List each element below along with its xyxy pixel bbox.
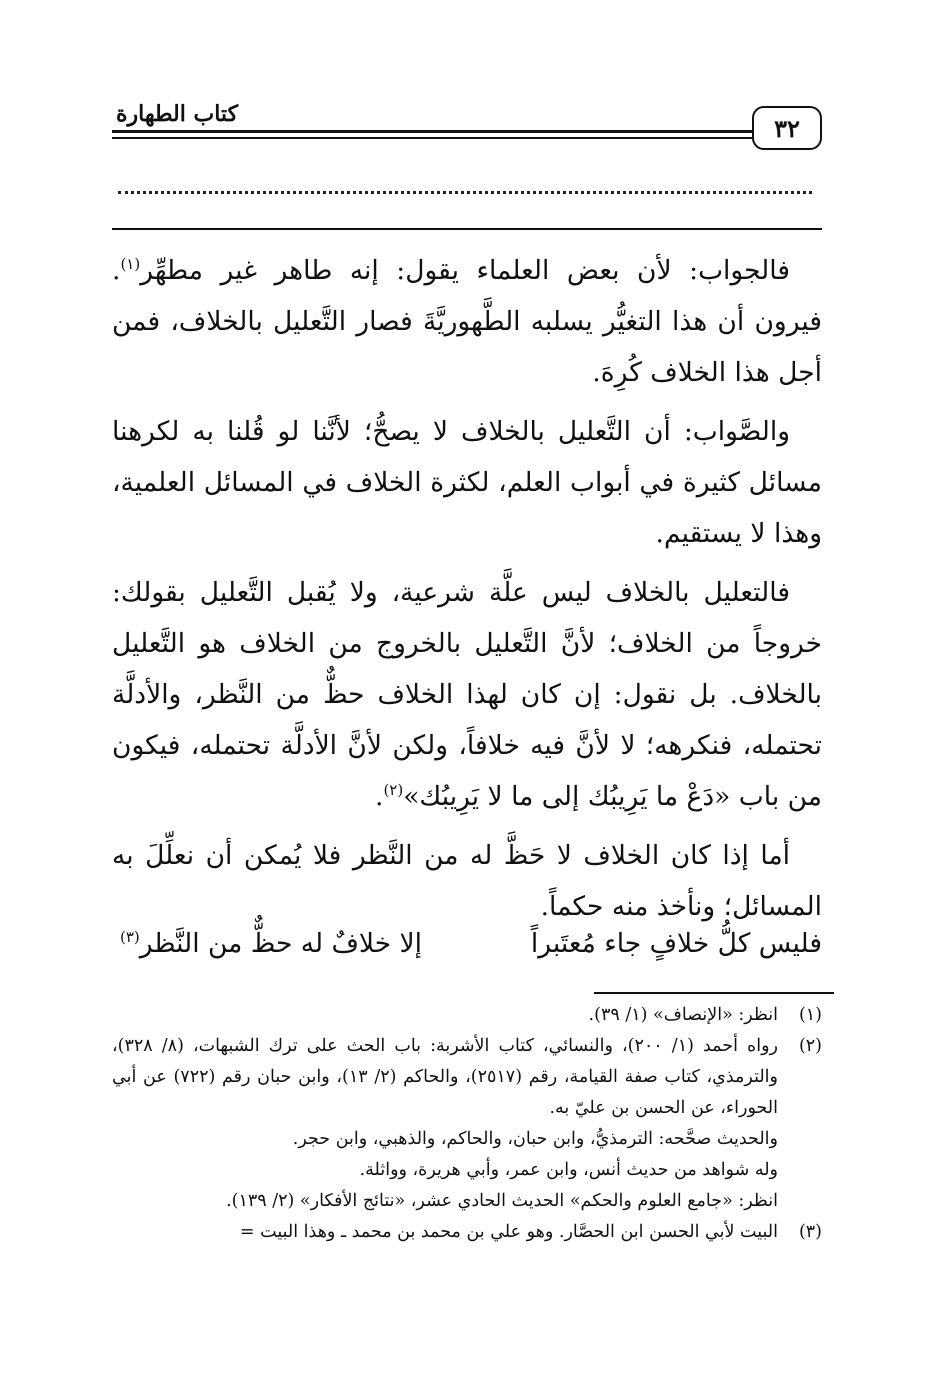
header-double-rule [112, 130, 822, 139]
footnote-number: (٢) [798, 1036, 822, 1056]
verse-second-hemistich: إلا خلافٌ له حظٌّ من النَّظر$^{(٣)}$ [120, 928, 423, 959]
paragraph-conclusion: أما إذا كان الخلاف لا حَظَّ له من النَّظر فلا يُمكن أن نعلِّلَ به المسائل؛ ونأخذ منه حكماً. [112, 840, 822, 922]
page-number-box [752, 106, 822, 150]
book-title: كتاب الطهارة [112, 100, 242, 128]
footnote-2-line: انظر: «جامع العلوم والحكم» الحديث الحادي عشر، «نتائج الأفكار» (٢/ ١٣٩). [226, 1191, 778, 1211]
poetry-verse [112, 918, 822, 970]
footnote-1 [112, 1000, 822, 1031]
footnote-number: (٣) [798, 1222, 822, 1242]
dotted-separator [118, 180, 812, 194]
footnote-ref-3[interactable]: (٣) [120, 928, 140, 947]
page-number: ٣٢ [774, 113, 800, 143]
page-header [112, 100, 822, 156]
footnote-separator [594, 992, 834, 994]
paragraph-answer: فالجواب: لأن بعض العلماء يقول: إنه طاهر غير مطهِّر$^{(١)}$. فيرون أن هذا التغيُّر يسلبه الطَّهوريَّةَ فصار التَّعليل بالخلاف، فمن أجل هذا الخلاف كُرِهَ. [112, 255, 822, 388]
footnotes [112, 1000, 822, 1248]
text-top-rule [112, 228, 822, 230]
footnote-text: رواه أحمد (١/ ٢٠٠)، والنسائي، كتاب الأشربة: باب الحث على ترك الشبهات، (٨/ ٣٢٨)، والترمذي، كتاب صفة القيامة، رقم (٢٥١٧)، والحاكم (٢/ ١٣)، وابن حبان رقم (٧٢٢) عن أبي الحوراء، عن الحسن بن عليّ به. [112, 1036, 778, 1118]
footnote-2-line: والحديث صحَّحه: الترمذيُّ، وابن حبان، والحاكم، والذهبي، وابن حجر. [292, 1129, 778, 1149]
footnote-3 [112, 1217, 822, 1248]
footnote-2-line: وله شواهد من حديث أنس، وابن عمر، وأبي هريرة، وواثلة. [359, 1160, 778, 1180]
footnote-ref-1[interactable]: (١) [120, 255, 141, 274]
footnote-2 [112, 1031, 822, 1124]
main-text [112, 245, 822, 940]
paragraph-correct-view: والصَّواب: أن التَّعليل بالخلاف لا يصحُّ؛ لأنَّنا لو قُلنا به لكرهنا مسائل كثيرة في أبواب العلم، لكثرة الخلاف في المسائل العلمية، وهذا لا يستقيم. [112, 416, 822, 549]
footnote-ref-2[interactable]: (٢) [383, 781, 404, 800]
footnote-text: البيت لأبي الحسن ابن الحصَّار. وهو علي بن محمد بن محمد ـ وهذا البيت = [239, 1222, 778, 1242]
verse-first-hemistich: فليس كلُّ خلافٍ جاء مُعتَبراً [530, 928, 822, 959]
footnote-number: (١) [798, 1005, 822, 1025]
paragraph-reasoning: فالتعليل بالخلاف ليس علَّة شرعية، ولا يُقبل التَّعليل بقولك: خروجاً من الخلاف؛ لأنَّ التَّعليل بالخروج من الخلاف هو التَّعليل بالخلاف. بل نقول: إن كان لهذا الخلاف حظٌّ من النَّظر، والأدلَّة تحتمله، فنكرهه؛ لا لأنَّ فيه خلافاً، ولكن لأنَّ الأدلَّة تحتمله، فيكون من باب «دَعْ ما يَرِيبُك إلى ما لا يَرِيبُك»$^{(٢)}$. [112, 577, 822, 812]
footnote-text: انظر: «الإنصاف» (١/ ٣٩). [588, 1005, 778, 1025]
